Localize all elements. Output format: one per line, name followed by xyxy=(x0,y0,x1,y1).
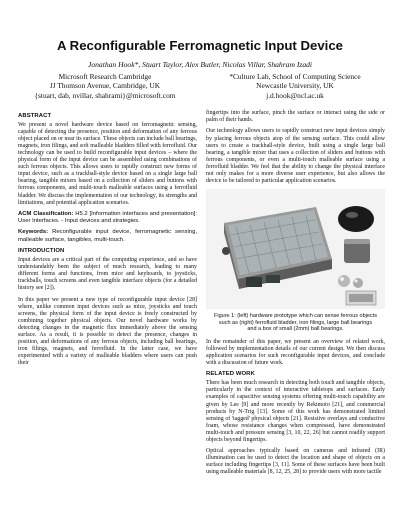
related-work-paragraph: Optical approaches typically based on cameras and infrared (IR) illumination can be used to detect the location and shape of objects on a surface including fingertips [3, 11]. Some of these surfaces have been built using malleable materials [8, 12, 25, 28] to provide users with more tactile xyxy=(206,448,385,476)
body-paragraph: fingertips into the surface, pinch the surface or interact using the side or palm of their hands. xyxy=(206,110,385,124)
paper-title: A Reconfigurable Ferromagnetic Input Device xyxy=(56,38,344,53)
introduction-heading: INTRODUCTION xyxy=(18,247,65,254)
body-paragraph: Our technology allows users to rapidly construct new input devices simply by placing ferrous objects atop of the sensing surface. This could allow users to create a trackball-style device, built using a single large ball bearing, a tangible mixer that uses a collection of sliders and buttons with ferrous components, or even a multi-touch malleable surface using a ferrofluid bladder. We feel that the ability to change the physical interface not only makes for a more diverse user experience, but also allows the device to be tailored to particular application scenarios. xyxy=(206,128,385,184)
affiliation-email: {stuart, dab, nvillar, shahrami}@microsoft.com xyxy=(34,90,176,100)
acm-text: H5.2 [Information interfaces and presentation]: User Interfaces. - Input devices and strategies. xyxy=(18,211,197,225)
affiliation-line: *Culture Lab, School of Computing Science xyxy=(229,72,361,81)
introduction-paragraph: Input devices are a critical part of the computing experience, and so have understandably been the subject of much research, leading to many different forms and functions, from mice and keyboards, to joysticks, trackballs, touch screens and even tangible interface objects (for a detailed history see [2]). xyxy=(18,257,197,292)
figure-1-caption: Figure 1: (left) hardware prototype which can sense ferrous objects such as (right) ferrofluid bladder, iron filings, large ball bearings and a box of small (2mm) ball bearings. xyxy=(214,313,377,333)
acm-classification xyxy=(18,211,197,225)
affiliation-microsoft xyxy=(10,72,200,100)
affiliation-newcastle xyxy=(200,72,390,100)
iron-filings-image xyxy=(344,239,370,263)
abstract-heading: ABSTRACT xyxy=(18,113,52,119)
acm-label: ACM Classification: xyxy=(18,211,74,217)
affiliation-line: JJ Thomson Avenue, Cambridge, UK xyxy=(49,81,161,91)
affiliation-email: j.d.hook@ncl.ac.uk xyxy=(266,90,324,100)
abstract-text: We present a novel hardware device based on ferromagnetic sensing, capable of detecting the presence, position and deformation of any ferrous object placed on or near its surface. These objects can include ball bearings, magnets, iron filings, and soft malleable bladders filled with ferrofluid. Our technology can be used to build reconfigurable input devices – where the physical form of the input device can be assembled using combinations of such ferrous objects. This allows users to rapidly construct new forms of input device, such as a trackball-style device based on a single large ball bearing, tangible mixers based on a collection of sliders and buttons with ferrous components, and multi-touch malleable surfaces using a ferrofluid bladder. We discuss the implementation of our technology, its strengths and limitations, and potential application scenarios. xyxy=(18,122,197,206)
small-bearings-box-image xyxy=(346,291,376,305)
keywords-label: Keywords: xyxy=(18,229,49,236)
figure-1-photo xyxy=(206,189,385,309)
keywords-text: Reconfigurable input device, ferromagnetic sensing, malleable surface, tangibles, multi-touch. xyxy=(18,229,197,243)
right-column xyxy=(206,110,385,481)
figure-1 xyxy=(206,189,385,309)
body-paragraph: In the remainder of this paper, we present an overview of related work, followed by implementation details of our current design. We then discuss application scenarios for such reconfigurable input devices, and conclude with a discussion of future work. xyxy=(206,338,385,366)
ferrofluid-bladder-image xyxy=(338,206,374,232)
author-list: Jonathan Hook*, Stuart Taylor, Alex Butler, Nicolas Villar, Shahram Izadi xyxy=(87,60,313,69)
introduction-paragraph: In this paper we present a new type of reconfigurable input device [28] where, unlike common input devices such as mice, joysticks and touch screens, the physical form of the input device is freely constructed by combining together physical objects. Our novel hardware works by detecting changes in the magnetic flux immediately above the sensing surface. As a result, it is possible to detect the presence, changes in position, and deformations of any ferrous objects, including ball bearings, iron filings, magnets, and ferrofluid. In the latter case, we have experimented with a variety of malleable bladders where users can push their xyxy=(18,296,197,367)
keywords xyxy=(18,229,197,243)
affiliation-line: Newcastle University, UK xyxy=(256,81,334,91)
affiliation-line: Microsoft Research Cambridge xyxy=(58,72,152,81)
related-work-heading: RELATED WORK xyxy=(206,371,255,378)
related-work-paragraph: There has been much research in detecting both touch and tangible objects, particularly in the context of interactive tabletops and surfaces. Early examples of capacitive sensing systems offering multi-touch capability are given by Lee [9] and more recently by Rekimoto [21], and commercial products by N-Trig [13]. Some of this work has demonstrated limited sensing of 'tagged' physical objects [21]. Resistive overlays and conductive foam, whose resistance changes when compressed, have demonstrated multi-touch and pressure sensing [3, 10, 22, 26] but cannot readily support objects beyond fingertips. xyxy=(206,380,385,443)
left-column xyxy=(18,110,197,372)
